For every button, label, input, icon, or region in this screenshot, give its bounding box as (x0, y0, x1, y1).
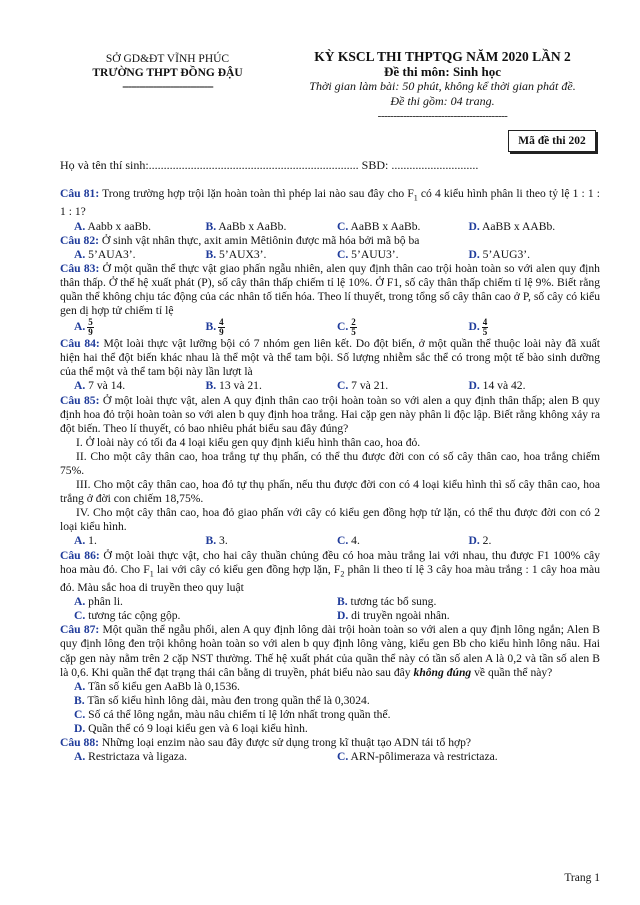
numerator: 4 (219, 317, 224, 328)
option-c (337, 318, 469, 337)
option-text: tương tác bổ sung. (347, 595, 437, 609)
option-text: 5’AUA3’. (85, 247, 136, 261)
exam-title: KỲ KSCL THI THPTQG NĂM 2020 LẦN 2 (314, 49, 571, 64)
option-a (74, 595, 337, 609)
option-letter: B. (205, 379, 217, 393)
question-text: Trong trường hợp trội lặn hoàn toàn thì phép lai nào sau đây cho F (99, 187, 414, 200)
option-text: ARN-pôlimeraza và restrictaza. (348, 750, 498, 764)
option-letter: C. (74, 707, 86, 721)
option-letter: D. (468, 320, 480, 334)
option-letter: B. (74, 693, 85, 707)
statement-2: II. Cho một cây thân cao, hoa trắng tự thụ phấn, có thể thu được đời con có số cây thân cao, hoa trắng chiếm 75%. (60, 449, 600, 477)
option-d (469, 318, 601, 337)
option-letter: D. (468, 534, 480, 548)
answer-options (60, 379, 600, 393)
question-label: Câu 85: (60, 393, 100, 407)
option-a (74, 379, 206, 393)
question-88 (60, 736, 600, 764)
denominator: 5 (351, 327, 356, 338)
school-name: TRƯỜNG THPT ĐỒNG ĐẬU (92, 67, 243, 79)
exam-time: Thời gian làm bài: 50 phút, không kể thời gian phát đề. (309, 79, 576, 93)
option-c (337, 220, 469, 234)
option-c (337, 534, 469, 548)
option-letter: A. (74, 534, 86, 548)
option-letter: B. (205, 534, 217, 548)
option-letter: A. (74, 320, 86, 334)
option-text: 13 và 21. (216, 379, 262, 393)
option-b (206, 248, 338, 262)
option-text: 5’AUG3’. (479, 247, 531, 261)
option-text: 7 và 21. (348, 379, 389, 393)
option-c (337, 379, 469, 393)
option-text: 1. (85, 534, 97, 548)
denominator: 9 (88, 327, 93, 338)
option-a (74, 220, 206, 234)
question-text: Những loại enzim nào sau đây được sử dụng trong kĩ thuật tạo ADN tái tổ hợp? (98, 736, 472, 750)
option-letter: A. (74, 219, 86, 233)
option-text: 14 và 42. (479, 379, 526, 393)
option-text: 5’AUX3’. (216, 247, 267, 261)
question-text-cont: có 4 kiểu hình phân li theo tỷ lệ 1 : 1 : 1 : 1? (60, 187, 600, 219)
question-label: Câu 87: (60, 623, 100, 637)
exam-subject: Đề thi môn: Sinh học (383, 64, 502, 79)
exam-code-box: Mã đề thi 202 (508, 130, 596, 152)
exam-pages: Đề thi gồm: 04 trang. (390, 94, 495, 108)
question-text: Ở một loài thực vật, cho hai cây thuần chủng đều có hoa màu trắng lai với nhau, thu được F1 100% cây hoa màu đỏ. Cho F (60, 548, 600, 576)
option-d (469, 220, 601, 234)
question-text-cont: lai với cây có kiểu gen đồng hợp lặn, F (153, 562, 341, 576)
denominator: 9 (219, 327, 224, 338)
option-b (74, 694, 600, 708)
answer-options (60, 220, 600, 234)
option-text: 3. (216, 534, 228, 548)
denominator: 5 (482, 327, 488, 338)
question-text: Một loài thực vật lưỡng bội có 7 nhóm gen liên kết. Do đột biến, ở một quần thể thuộc loài này đã xuất hiện hai thể đột biến khác nhau là thể một và thể tam bội. Số lượng nhiễm sắc thể có trong một tế bào sinh dưỡng của thể một và thể tam bội này lần lượt là (60, 337, 600, 379)
student-info-line (60, 158, 478, 173)
option-b (337, 595, 600, 609)
exam-header (280, 49, 605, 124)
option-letter: C. (337, 534, 349, 548)
option-text: 5’AUU3’. (348, 247, 399, 261)
option-b (206, 318, 338, 337)
question-text-end: phân li theo tỉ lệ 3 cây hoa màu trắng : 1 cây hoa màu đỏ. Màu sắc hoa di truyền theo quy luật (60, 562, 600, 595)
option-a (74, 680, 600, 694)
option-d (74, 722, 600, 736)
question-list (60, 187, 600, 764)
header-rule: -------------------------------- (122, 81, 213, 93)
option-c (74, 609, 337, 623)
option-text: Restrictaza và ligaza. (85, 750, 187, 764)
school-header (60, 52, 275, 94)
option-text: Tần số kiểu gen AaBb là 0,1536. (85, 679, 240, 693)
question-text-cont: về quần thể này? (471, 665, 553, 679)
option-a (74, 750, 337, 764)
option-c (337, 248, 469, 262)
question-85 (60, 394, 600, 549)
option-b (206, 379, 338, 393)
answer-options (60, 595, 600, 623)
option-letter: B. (337, 595, 348, 609)
question-label: Câu 82: (60, 233, 99, 247)
option-text: AaBb x AaBb. (216, 219, 287, 233)
sbd-blank: ............................. (391, 158, 479, 172)
answer-options (60, 248, 600, 262)
numerator: 4 (482, 317, 488, 328)
question-text: Ở sinh vật nhân thực, axit amin Mêtiônin được mã hóa bởi mã bộ ba (98, 233, 420, 247)
exam-header-rule: ----------------------------------------- (377, 110, 508, 122)
option-d (469, 379, 601, 393)
name-label: Họ và tên thí sinh: (60, 158, 149, 172)
fraction (482, 318, 489, 337)
option-letter: C. (337, 247, 349, 261)
question-text: Ở một quần thể thực vật giao phấn ngẫu nhiên, alen quy định thân cao trội hoàn toàn so với alen quy định thân thấp. Ở thế hệ xuất phát (P), số cây thân thấp chiếm tỉ lệ 10%. Ở F1, số cây thân thấp chiếm tỉ lệ 9%. Biết rằng quần thể không chịu tác động của các nhân tố tiến hóa. Theo lí thuyết, trong tổng số cây thân cao ở P, số cây có kiểu gen dị hợp tử chiếm tỉ lệ (60, 261, 600, 318)
question-81 (60, 187, 600, 234)
question-label: Câu 86: (60, 548, 100, 562)
statement-3: III. Cho một cây thân cao, hoa đỏ tự thụ phấn, nếu thu được đời con có 4 loại kiểu hình thì số cây thân cao, hoa trắng ở đời con chiếm 18,75%. (60, 478, 600, 506)
option-letter: B. (205, 320, 217, 334)
option-letter: D. (468, 379, 480, 393)
subscript: 1 (413, 193, 418, 203)
question-82 (60, 234, 600, 262)
option-text: 2. (479, 534, 492, 548)
question-83 (60, 262, 600, 337)
option-text: 4. (348, 534, 360, 548)
option-a (74, 318, 206, 337)
option-letter: A. (74, 595, 86, 609)
question-label: Câu 88: (60, 736, 99, 750)
question-label: Câu 83: (60, 261, 100, 275)
option-letter: B. (205, 219, 217, 233)
option-letter: C. (337, 750, 349, 764)
question-label: Câu 84: (60, 337, 100, 351)
department-name: SỞ GD&ĐT VĨNH PHÚC (105, 53, 230, 65)
numerator: 5 (88, 317, 93, 328)
option-text: 7 và 14. (85, 379, 126, 393)
question-label: Câu 81: (60, 187, 100, 200)
option-letter: D. (468, 247, 480, 261)
answer-options (60, 534, 600, 548)
statement-4: IV. Cho một cây thân cao, hoa đỏ giao phấn với cây có kiểu gen đồng hợp tử lặn, có thể thu được đời con có 2 loại kiểu hình. (60, 506, 600, 534)
subscript: 1 (149, 568, 154, 578)
option-text: Số cá thể lông ngắn, màu nâu chiếm tỉ lệ lớn nhất trong quần thể. (85, 707, 391, 721)
emphasis-text: không đúng (413, 665, 472, 679)
option-letter: D. (468, 219, 480, 233)
subscript: 2 (340, 568, 345, 578)
option-letter: B. (205, 247, 217, 261)
statement-1: I. Ở loài này có tối đa 4 loại kiểu gen quy định kiểu hình thân cao, hoa đỏ. (76, 435, 421, 449)
question-84 (60, 337, 600, 393)
fraction (218, 318, 225, 337)
option-b (206, 534, 338, 548)
option-d (469, 534, 601, 548)
sbd-label: SBD: (358, 158, 392, 172)
option-text: AaBB x AABb. (479, 219, 556, 233)
option-text: Aabb x aaBb. (85, 219, 151, 233)
option-d (337, 609, 600, 623)
numerator: 2 (351, 317, 356, 328)
answer-options (60, 318, 600, 337)
name-blank: ...................................................................... (148, 158, 359, 172)
answer-options (60, 680, 600, 736)
option-letter: C. (337, 219, 349, 233)
question-text: Ở một loài thực vật, alen A quy định thân cao trội hoàn toàn so với alen a quy định thân thấp; alen B quy định hoa đỏ trội hoàn toàn so với alen b quy định hoa trắng. Hai cặp gen này phân li độc lập. Biết rằng không xảy ra đột biến. Theo lí thuyết, có bao nhiêu phát biểu sau đây đúng? (60, 393, 600, 435)
question-86 (60, 549, 600, 624)
option-c (74, 708, 600, 722)
option-a (74, 534, 206, 548)
option-letter: C. (337, 320, 349, 334)
option-letter: A. (74, 750, 86, 764)
option-b (206, 220, 338, 234)
page-number: Trang 1 (564, 872, 600, 884)
answer-options (60, 750, 600, 764)
fraction (87, 318, 94, 337)
option-text: phân li. (85, 595, 123, 609)
option-letter: A. (74, 379, 86, 393)
fraction (350, 318, 357, 337)
option-text: Tần số kiểu hình lông dài, màu đen trong quần thể là 0,3024. (84, 693, 370, 707)
option-letter: C. (337, 379, 349, 393)
option-text: tương tác cộng gộp. (85, 609, 181, 623)
option-c (337, 750, 600, 764)
question-87 (60, 623, 600, 736)
option-text: AaBB x AaBb. (348, 219, 421, 233)
option-letter: A. (74, 247, 86, 261)
option-letter: D. (337, 609, 349, 623)
option-letter: D. (74, 722, 86, 735)
option-letter: C. (74, 609, 86, 623)
option-d (469, 248, 601, 262)
option-text: Quần thể có 9 loại kiểu gen và 6 loại kiểu hình. (85, 722, 308, 735)
option-text: di truyền ngoài nhân. (348, 609, 450, 623)
option-a (74, 248, 206, 262)
question-text: Một quần thể ngẫu phối, alen A quy định lông dài trội hoàn toàn so với alen a quy định lông ngắn; Alen B quy định lông đen trội không hoàn toàn so với alen b quy định lông vàng, kiểu gen Bb cho kiểu hình lông nâu. Hai cặp gen này nằm trên 2 cặp NST thường. Thế hệ xuất phát của quần thể này có tần số alen A là 0,2 và tần số alen B là 0,6. Khi quần thể đạt trạng thái cân bằng di truyền, phát biểu nào sau đây (60, 623, 600, 679)
option-letter: A. (74, 679, 86, 693)
